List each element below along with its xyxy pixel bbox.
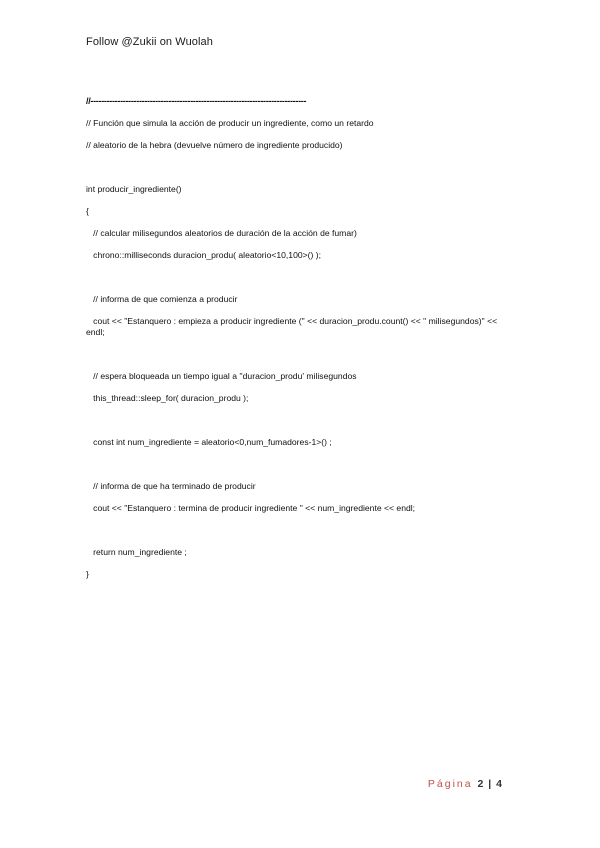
code-sleep: this_thread::sleep_for( duracion_produ ); [86, 393, 249, 403]
code-cout-start: cout << "Estanquero : empieza a producir ingrediente (" << duracion_produ.count() << " milisegundos)" << endl; [86, 316, 500, 337]
page-word: Página [427, 778, 473, 790]
open-brace: { [86, 206, 89, 216]
page-footer [428, 778, 502, 790]
comment-inform-end: // informa de que ha terminado de producir [86, 481, 256, 491]
page-header: Follow @Zukii on Wuolah [86, 36, 213, 48]
divider-comment: //-------------------------------------------------------------------------------- [86, 96, 307, 106]
code-const: const int num_ingrediente = aleatorio<0,num_fumadores-1>() ; [86, 437, 332, 447]
page-separator: | [488, 778, 492, 790]
function-signature: int producir_ingrediente() [86, 184, 182, 194]
code-chrono: chrono::milliseconds duracion_produ( aleatorio<10,100>() ); [86, 250, 322, 260]
code-block [86, 96, 506, 580]
comment-calc: // calcular milisegundos aleatorios de duración de la acción de fumar) [86, 228, 357, 238]
close-brace: } [86, 569, 89, 579]
page-total: 4 [496, 778, 502, 790]
comment-inform-start: // informa de que comienza a producir [86, 294, 238, 304]
comment-description-1: // Función que simula la acción de producir un ingrediente, como un retardo [86, 118, 374, 128]
page-current: 2 [477, 778, 484, 790]
comment-wait: // espera bloqueada un tiempo igual a ''duracion_produ' milisegundos [86, 371, 357, 381]
code-return: return num_ingrediente ; [86, 547, 187, 557]
code-cout-end: cout << "Estanquero : termina de producir ingrediente " << num_ingrediente << endl; [86, 503, 416, 513]
comment-description-2: // aleatorio de la hebra (devuelve número de ingrediente producido) [86, 140, 343, 150]
